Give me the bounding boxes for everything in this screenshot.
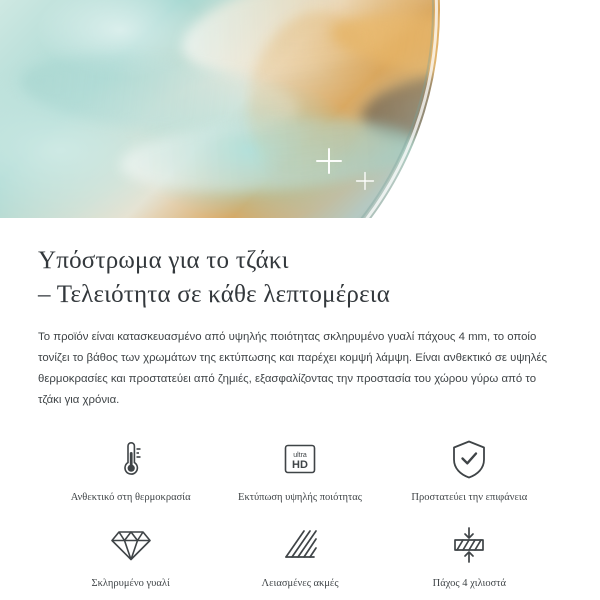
product-description-text: Το προϊόν είναι κατασκευασμένο από υψηλής ποιότητας σκληρυμένο γυαλί πάχους 4 mm, το οποίο τονίζει το βάθος των χρωμάτων της εκτύπωσης και παρέχει κομψή λάμψη. Είναι ανθεκτικό σε υψηλές θερμοκρασίες και προστατεύει από ζημιές, εξασφαλίζοντας την προστασία του χώρου γύρω από το τζάκι για χρόνια. — [38, 331, 548, 407]
headline-line-1: Υπόστρωμα για το τζάκι — [38, 247, 289, 274]
hero-image — [0, 0, 600, 218]
feature-label: Ανθεκτικό στη θερμοκρασία — [70, 492, 191, 504]
shield-check-icon — [450, 437, 488, 481]
content-area — [0, 218, 600, 600]
feature-label: Εκτύπωση υψηλής ποιότητας — [238, 492, 362, 504]
feature-grid — [38, 433, 562, 600]
feature-label: Σκληρυμένο γυαλί — [91, 578, 170, 590]
feature-label: Προστατεύει την επιφάνεια — [411, 492, 528, 504]
feature-thickness — [385, 519, 554, 600]
svg-text:HD: HD — [292, 459, 308, 472]
feature-label: Λειασμένες ακμές — [261, 578, 339, 590]
svg-text:ultra: ultra — [293, 452, 307, 460]
thickness-arrows-icon — [447, 523, 491, 567]
feature-polished-edges — [215, 519, 384, 600]
page-title — [38, 244, 562, 311]
feature-label: Πάχος 4 χιλιοστά — [432, 578, 506, 590]
ultra-hd-icon — [280, 437, 320, 481]
feature-surface-protection — [385, 433, 554, 515]
feature-print-quality — [215, 433, 384, 515]
headline-line-2: – Τελειότητα σε κάθε λεπτομέρεια — [38, 280, 391, 308]
feature-heat-resistant — [46, 433, 215, 515]
polished-edges-icon — [280, 523, 320, 567]
thermometer-icon — [116, 437, 146, 481]
feature-tempered-glass — [46, 519, 215, 600]
diamond-icon — [110, 523, 152, 567]
